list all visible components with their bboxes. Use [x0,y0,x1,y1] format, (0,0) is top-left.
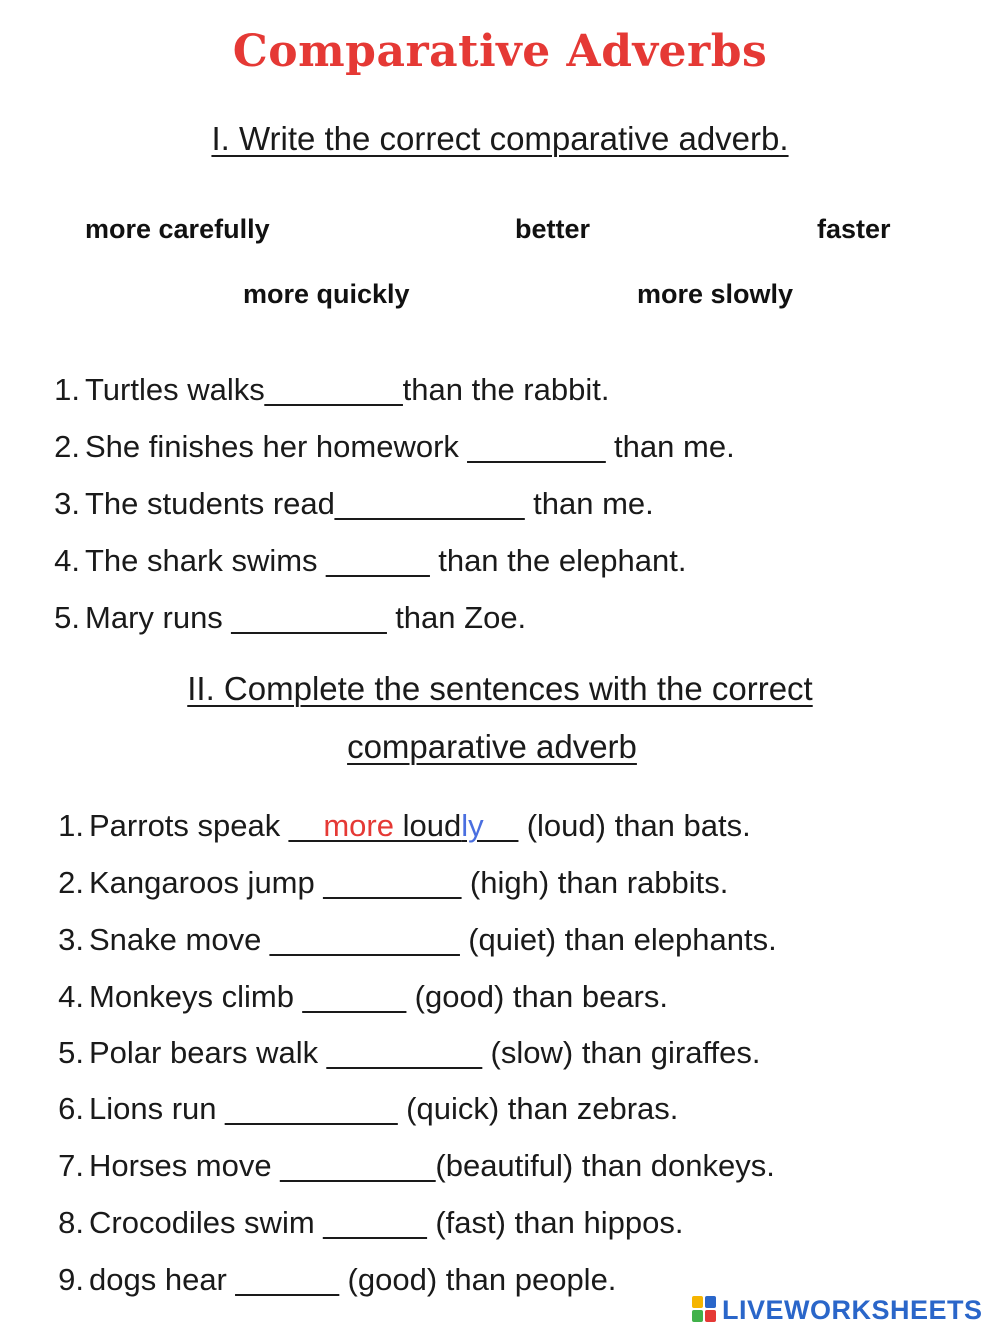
question-text: The shark swims ______ than the elephant. [85,543,687,578]
answer-blank-lead: __ [288,808,324,843]
word-bank-item: more slowly [637,279,794,309]
answer-loud: loud [394,808,462,843]
question-text: Monkeys climb ______ (good) than bears. [89,979,668,1014]
question-text: The students read___________ than me. [85,486,654,521]
question-text: Crocodiles swim ______ (fast) than hippos. [89,1205,684,1240]
question-number: 6. [58,1091,84,1126]
question-number: 9. [58,1262,84,1297]
logo-text: LIVEWORKSHEETS [722,1294,983,1325]
question-number: 4. [58,979,84,1014]
example-answer[interactable] [289,808,518,843]
question-text: Lions run __________ (quick) than zebras. [89,1091,679,1126]
question-number: 8. [58,1205,84,1240]
section1-heading: I. Write the correct comparative adverb. [211,120,789,157]
question-text: Kangaroos jump ________ (high) than rabbits. [89,865,729,900]
question-number: 2. [54,429,80,464]
answer-blank-trail: __ [483,808,519,843]
question-text: Snake move ___________ (quiet) than elephants. [89,922,777,957]
page-title: Comparative Adverbs [232,26,768,77]
question-number: 5. [58,1035,84,1070]
example-prefix: Parrots speak [89,808,289,843]
question-text: Mary runs _________ than Zoe. [85,600,527,635]
answer-more: more [323,808,394,843]
question-number: 3. [58,922,84,957]
question-text: She finishes her homework ________ than me. [85,429,735,464]
section2-heading-line1: II. Complete the sentences with the correct [187,670,813,707]
liveworksheets-logo-icon [692,1296,718,1324]
word-bank-item: better [515,214,591,244]
question-number: 7. [58,1148,84,1183]
example-sentence [89,804,751,848]
word-bank-item: more carefully [85,214,270,244]
question-text: dogs hear ______ (good) than people. [89,1262,617,1297]
word-bank-item: faster [817,214,891,244]
example-suffix: (loud) than bats. [518,808,751,843]
question-number: 5. [54,600,80,635]
question-number: 1. [58,808,84,843]
section2-heading-line2: comparative adverb [347,728,637,765]
answer-ly: ly [461,808,484,843]
question-number: 2. [58,865,84,900]
question-number: 3. [54,486,80,521]
question-text: Turtles walks________than the rabbit. [85,372,610,407]
question-text: Polar bears walk _________ (slow) than giraffes. [89,1035,761,1070]
question-number: 4. [54,543,80,578]
question-number: 1. [54,372,80,407]
question-text: Horses move _________(beautiful) than donkeys. [89,1148,775,1183]
word-bank-item: more quickly [243,279,410,309]
liveworksheets-logo[interactable] [692,1292,983,1328]
